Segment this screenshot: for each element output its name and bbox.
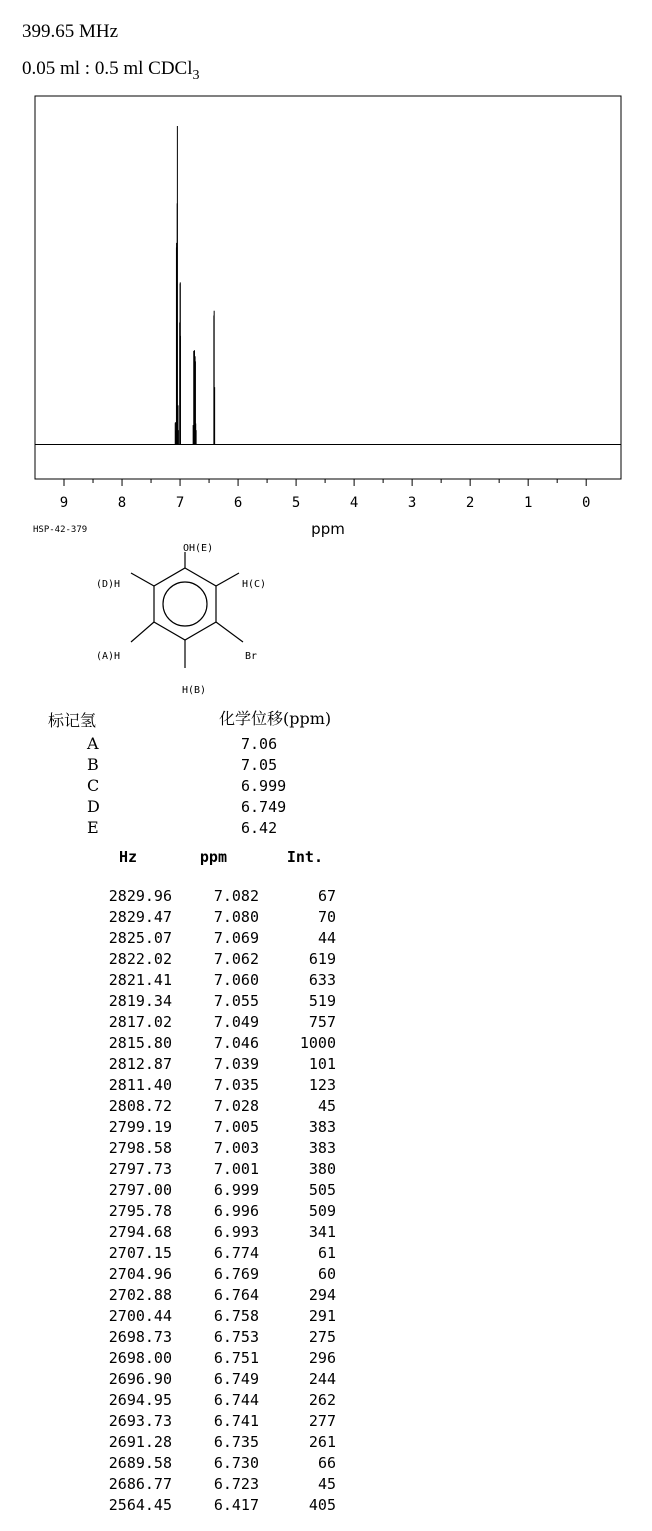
table-row — [84, 906, 336, 927]
peak-hz: 2693.73 — [108, 1411, 172, 1430]
peak-ppm: 7.060 — [213, 970, 259, 989]
peak-ppm: 6.753 — [213, 1327, 259, 1346]
table-row — [84, 1200, 336, 1221]
peak-ppm: 6.993 — [213, 1222, 259, 1241]
peak-int: 291 — [308, 1306, 336, 1325]
peak-hz: 2795.78 — [108, 1201, 172, 1220]
peak-ppm: 7.055 — [213, 991, 259, 1010]
peak-int: 70 — [317, 907, 336, 926]
peak-ppm: 6.749 — [213, 1369, 259, 1388]
peak-int: 405 — [308, 1495, 336, 1514]
assignment-shift: 6.999 — [241, 777, 287, 795]
peak-ppm: 7.046 — [213, 1033, 259, 1052]
peak-hz: 2799.19 — [108, 1117, 172, 1136]
assignment-shift: 6.42 — [241, 819, 278, 837]
peak-header-ppm: ppm — [199, 848, 227, 866]
peak-int: 44 — [317, 928, 336, 947]
plot-frame — [35, 96, 621, 479]
table-row — [84, 1221, 336, 1242]
table-row — [84, 1284, 336, 1305]
peak-int: 380 — [308, 1159, 336, 1178]
peak-int: 294 — [308, 1285, 336, 1304]
table-row — [84, 885, 336, 906]
peak-hz: 2698.73 — [108, 1327, 172, 1346]
assignment-shift: 6.749 — [241, 798, 287, 816]
peak-hz: 2691.28 — [108, 1432, 172, 1451]
peak-ppm: 6.758 — [213, 1306, 259, 1325]
table-row — [84, 1494, 336, 1515]
table-row — [84, 1410, 336, 1431]
sample-description — [22, 58, 200, 84]
peak-hz: 2689.58 — [108, 1453, 172, 1472]
table-row — [84, 1473, 336, 1494]
peak-int: 383 — [308, 1138, 336, 1157]
table-row — [84, 1263, 336, 1284]
peak-ppm: 7.035 — [213, 1075, 259, 1094]
peak-hz: 2825.07 — [108, 928, 172, 947]
peak-hz: 2821.41 — [108, 970, 172, 989]
peak-int: 60 — [317, 1264, 336, 1283]
assignment-header-label: 标记氢 — [48, 711, 97, 730]
peak-lines — [175, 126, 214, 445]
table-row — [84, 1179, 336, 1200]
peak-ppm: 6.744 — [213, 1390, 259, 1409]
peak-ppm: 6.769 — [213, 1264, 259, 1283]
peak-ppm: 7.005 — [213, 1117, 259, 1136]
peak-int: 1000 — [299, 1033, 336, 1052]
peak-ppm: 7.039 — [213, 1054, 259, 1073]
peak-ppm: 6.996 — [213, 1201, 259, 1220]
table-row — [84, 927, 336, 948]
table-row — [84, 1431, 336, 1452]
x-axis-label: ppm — [311, 520, 345, 538]
x-tick-label: 3 — [407, 495, 417, 511]
peak-hz: 2797.73 — [108, 1159, 172, 1178]
peak-hz: 2700.44 — [108, 1306, 172, 1325]
table-row — [84, 1368, 336, 1389]
peak-int: 341 — [308, 1222, 336, 1241]
peak-hz: 2704.96 — [108, 1264, 172, 1283]
x-tick-label: 2 — [465, 495, 475, 511]
x-tick-label: 7 — [175, 495, 185, 511]
peak-hz: 2798.58 — [108, 1138, 172, 1157]
peak-int: 619 — [308, 949, 336, 968]
peak-ppm: 6.774 — [213, 1243, 259, 1262]
peak-int: 66 — [317, 1453, 336, 1472]
table-row — [84, 1095, 336, 1116]
assignment-label: E — [87, 818, 99, 837]
nmr-spectrum-chart — [0, 90, 652, 540]
peak-int: 275 — [308, 1327, 336, 1346]
table-row — [84, 1032, 336, 1053]
label-oh-e: OH(E) — [183, 543, 214, 554]
peak-hz: 2822.02 — [108, 949, 172, 968]
peak-int: 123 — [308, 1075, 336, 1094]
table-row — [84, 1011, 336, 1032]
table-row — [84, 1326, 336, 1347]
peak-int: 45 — [317, 1474, 336, 1493]
peak-ppm: 6.999 — [213, 1180, 259, 1199]
peak-ppm: 6.741 — [213, 1411, 259, 1430]
table-row — [84, 969, 336, 990]
table-row — [84, 948, 336, 969]
table-row — [84, 1158, 336, 1179]
label-h-a: (A)H — [96, 651, 121, 662]
table-row — [84, 1137, 336, 1158]
label-h-c: H(C) — [242, 579, 267, 590]
table-row — [84, 1452, 336, 1473]
molecule-structure — [90, 538, 290, 698]
peak-ppm: 6.730 — [213, 1453, 259, 1472]
table-row — [84, 1389, 336, 1410]
peak-int: 67 — [317, 886, 336, 905]
peak-hz: 2686.77 — [108, 1474, 172, 1493]
assignment-shift: 7.05 — [241, 756, 278, 774]
x-tick-label: 9 — [59, 495, 69, 511]
table-row — [84, 1305, 336, 1326]
spectrometer-frequency: 399.65 MHz — [22, 21, 119, 42]
peak-hz: 2817.02 — [108, 1012, 172, 1031]
peak-int: 509 — [308, 1201, 336, 1220]
peak-table — [84, 885, 336, 1515]
peak-ppm: 7.080 — [213, 907, 259, 926]
peak-hz: 2829.47 — [108, 907, 172, 926]
peak-hz: 2707.15 — [108, 1243, 172, 1262]
peak-ppm: 6.723 — [213, 1474, 259, 1493]
peak-hz: 2812.87 — [108, 1054, 172, 1073]
assignment-shift: 7.06 — [241, 735, 278, 753]
sample-main: 0.05 ml : 0.5 ml CDCl — [22, 58, 193, 79]
peak-hz: 2815.80 — [108, 1033, 172, 1052]
peak-int: 45 — [317, 1096, 336, 1115]
benzene-ring — [131, 552, 243, 668]
peak-hz: 2694.95 — [108, 1390, 172, 1409]
table-row — [84, 1053, 336, 1074]
peak-ppm: 6.417 — [213, 1495, 259, 1514]
peak-ppm: 6.735 — [213, 1432, 259, 1451]
peak-int: 261 — [308, 1432, 336, 1451]
peak-hz: 2794.68 — [108, 1222, 172, 1241]
peak-table-header — [84, 846, 323, 868]
peak-int: 61 — [317, 1243, 336, 1262]
assignment-label: C — [87, 776, 100, 795]
table-row — [84, 1347, 336, 1368]
peak-ppm: 7.028 — [213, 1096, 259, 1115]
peak-int: 296 — [308, 1348, 336, 1367]
peak-header-hz: Hz — [118, 848, 137, 866]
x-tick-label: 8 — [117, 495, 127, 511]
x-tick-label: 5 — [291, 495, 301, 511]
table-row — [84, 1074, 336, 1095]
peak-hz: 2811.40 — [108, 1075, 172, 1094]
peak-int: 277 — [308, 1411, 336, 1430]
peak-int: 633 — [308, 970, 336, 989]
spectrum-code: HSP-42-379 — [33, 525, 88, 535]
peak-hz: 2702.88 — [108, 1285, 172, 1304]
assignment-label: D — [87, 797, 100, 816]
peak-hz: 2808.72 — [108, 1096, 172, 1115]
peak-hz: 2797.00 — [108, 1180, 172, 1199]
peak-hz: 2564.45 — [108, 1495, 172, 1514]
x-tick-label: 1 — [523, 495, 533, 511]
peak-int: 101 — [308, 1054, 336, 1073]
assignment-label: A — [87, 734, 99, 753]
peak-ppm: 7.082 — [213, 886, 259, 905]
peak-hz: 2698.00 — [108, 1348, 172, 1367]
label-h-b: H(B) — [182, 685, 207, 696]
peak-int: 505 — [308, 1180, 336, 1199]
peak-int: 519 — [308, 991, 336, 1010]
peak-hz: 2829.96 — [108, 886, 172, 905]
table-row — [84, 1242, 336, 1263]
peak-int: 757 — [308, 1012, 336, 1031]
peak-int: 262 — [308, 1390, 336, 1409]
assignment-header-shift: 化学位移(ppm) — [219, 709, 332, 728]
peak-int: 244 — [308, 1369, 336, 1388]
x-axis-ticks — [60, 479, 591, 511]
table-row — [84, 990, 336, 1011]
peak-ppm: 6.751 — [213, 1348, 259, 1367]
peak-ppm: 7.062 — [213, 949, 259, 968]
label-br: Br — [245, 651, 258, 662]
peak-ppm: 7.001 — [213, 1159, 259, 1178]
peak-ppm: 7.003 — [213, 1138, 259, 1157]
peak-ppm: 6.764 — [213, 1285, 259, 1304]
peak-hz: 2819.34 — [108, 991, 172, 1010]
x-tick-label: 0 — [581, 495, 591, 511]
peak-ppm: 7.049 — [213, 1012, 259, 1031]
sample-subscript: 3 — [192, 67, 200, 83]
peak-ppm: 7.069 — [213, 928, 259, 947]
peak-hz: 2696.90 — [108, 1369, 172, 1388]
table-row — [84, 1116, 336, 1137]
x-tick-label: 4 — [349, 495, 359, 511]
assignment-label: B — [87, 755, 99, 774]
label-h-d: (D)H — [96, 579, 121, 590]
peak-int: 383 — [308, 1117, 336, 1136]
peak-header-int: Int. — [286, 848, 323, 866]
x-tick-label: 6 — [233, 495, 243, 511]
